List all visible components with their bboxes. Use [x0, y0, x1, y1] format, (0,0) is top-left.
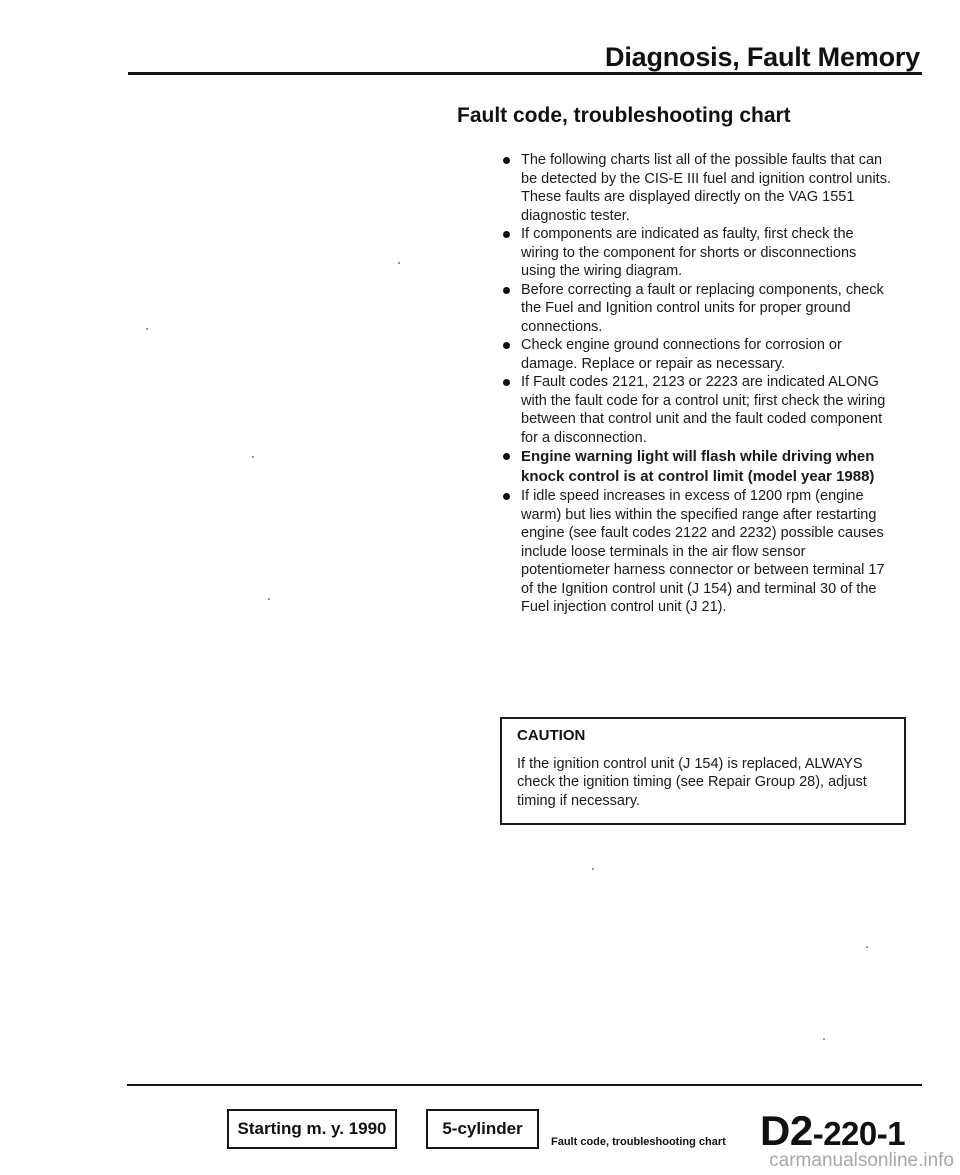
- scan-speck: [823, 1038, 825, 1040]
- bullet-text: If Fault codes 2121, 2123 or 2223 are indicated ALONG with the fault code for a control unit; first check the wiring between that control unit and the fault coded component for a disconnection.: [521, 374, 886, 446]
- header-rule: [128, 72, 922, 75]
- model-year-box: Starting m. y. 1990: [227, 1109, 397, 1149]
- bullet-text: Before correcting a fault or replacing components, check the Fuel and Ignition control units for proper ground connections.: [521, 281, 884, 335]
- scan-speck: [866, 946, 868, 948]
- bullet-item: [508, 336, 893, 373]
- engine-box: 5-cylinder: [426, 1109, 539, 1149]
- bullet-dot-icon: [503, 287, 510, 294]
- bullet-text: Engine warning light will flash while driving when knock control is at control limit (model year 1988): [521, 448, 875, 485]
- watermark: carmanualsonline.info: [769, 1150, 954, 1171]
- page-header-title: Diagnosis, Fault Memory: [605, 42, 920, 72]
- bullet-text: If components are indicated as faulty, first check the wiring to the component for shorts or disconnections using the wiring diagram.: [521, 226, 857, 279]
- bullet-list: [508, 151, 893, 617]
- bullet-dot-icon: [503, 379, 510, 386]
- caution-box: [500, 717, 906, 825]
- bullet-item: [508, 225, 893, 281]
- bullet-text: If idle speed increases in excess of 1200 rpm (engine warm) but lies within the specified range after restarting engine (see fault codes 2122 and 2232) possible causes include loose terminals in the air flow sensor potentiometer harness connector or between terminal 17 of the Ignition control unit (J 154) and terminal 30 of the Fuel injection control unit (J 21).: [521, 488, 885, 615]
- bullet-dot-icon: [503, 493, 510, 500]
- scan-speck: [398, 262, 400, 264]
- bullet-text: Check engine ground connections for corrosion or damage. Replace or repair as necessary.: [521, 337, 842, 372]
- bullet-item: [508, 281, 893, 337]
- scan-speck: [252, 456, 254, 458]
- bullet-item-emphasis: [508, 447, 893, 487]
- bullet-dot-icon: [503, 342, 510, 349]
- caution-text: If the ignition control unit (J 154) is replaced, ALWAYS check the ignition timing (see Repair Group 28), adjust timing if necessary.: [517, 755, 867, 809]
- bullet-text: The following charts list all of the possible faults that can be detected by the CIS-E III fuel and ignition control units. These faults are displayed directly on the VAG 1551 diagnostic tester.: [521, 152, 891, 224]
- footer-rule: [127, 1084, 922, 1086]
- bullet-item: [508, 151, 893, 225]
- section-title: Fault code, troubleshooting chart: [457, 104, 791, 127]
- bullet-dot-icon: [503, 453, 510, 460]
- scan-speck: [146, 328, 148, 330]
- page-number-main: D2: [760, 1107, 813, 1154]
- footer-label: Fault code, troubleshooting chart: [551, 1136, 726, 1148]
- bullet-item: [508, 487, 893, 617]
- bullet-item: [508, 373, 893, 447]
- bullet-dot-icon: [503, 231, 510, 238]
- scan-speck: [592, 868, 594, 870]
- caution-title: CAUTION: [517, 727, 586, 744]
- bullet-dot-icon: [503, 157, 510, 164]
- page-number-rest: -220-1: [812, 1115, 906, 1152]
- page-number: [760, 1109, 905, 1156]
- scan-speck: [268, 598, 270, 600]
